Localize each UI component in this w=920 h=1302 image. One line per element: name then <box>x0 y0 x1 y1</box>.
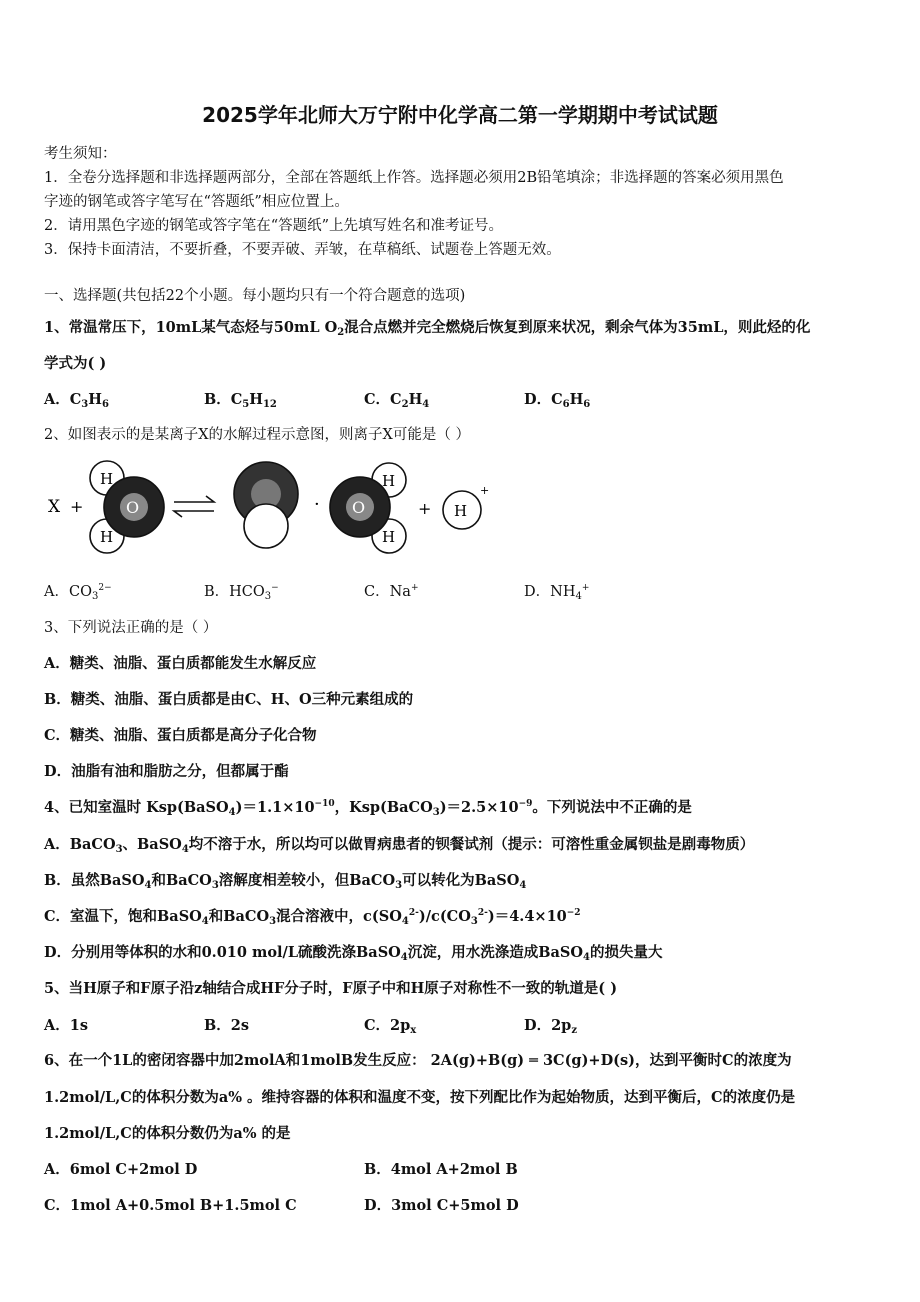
q4-c6: 4 <box>401 916 409 927</box>
q4-b4: 3 <box>211 880 219 891</box>
q1-text-a: 1、常温常压下，10mL某气态烃与50mL O <box>44 319 338 336</box>
q4-option-c[interactable] <box>44 905 880 927</box>
q4-t2: 4 <box>228 807 236 818</box>
notice-item-1b: 字迹的钢笔或答字笔写在“答题纸”相应位置上。 <box>44 194 349 210</box>
q1-option-a[interactable] <box>44 388 109 410</box>
q4-d4: 4 <box>583 952 590 963</box>
q4-c8: )/c(CO <box>418 908 471 925</box>
q1-d-3: H <box>569 391 584 408</box>
q4-c11: )＝4.4×10 <box>487 908 567 925</box>
q1-d-1: D．C <box>524 391 563 408</box>
q4-t5: ，Ksp(BaCO <box>334 799 433 816</box>
q2-d-2: 4 <box>575 591 582 602</box>
q4-c9: 3 <box>470 916 478 927</box>
q1-c-3: H <box>408 391 423 408</box>
q4-t6: 3 <box>432 807 440 818</box>
q4-c1: C．室温下，饱和BaSO <box>44 908 202 925</box>
q4-b6: 3 <box>395 880 403 891</box>
q3-option-a[interactable]: A．糖类、油脂、蛋白质都能发生水解反应 <box>44 655 317 672</box>
q4-c10: 2- <box>477 908 488 918</box>
q4-c4: 3 <box>269 916 277 927</box>
question-6-line-2: 1.2mol/L,C的体积分数为a% 。维持容器的体积和温度不变，按下列配比作为起始物质，达到平衡后，C的浓度仍是 <box>44 1089 796 1106</box>
diagram-x-label: X <box>48 497 61 517</box>
diagram-plus-2: + <box>418 499 432 518</box>
notice-item-2: 2．请用黑色字迹的钢笔或答字笔在“答题纸”上先填写姓名和准考证号。 <box>44 218 504 234</box>
q4-option-d[interactable] <box>44 941 880 963</box>
question-1-line-2: 学式为( ) <box>44 355 107 372</box>
proton-h-label: H <box>454 502 468 520</box>
hydrolysis-diagram <box>44 452 504 564</box>
q4-b1: B．虽然BaSO <box>44 872 145 889</box>
question-2-text: 2、如图表示的是某离子X的水解过程示意图，则离子X可能是（ ） <box>44 427 470 443</box>
water-o-label: O <box>126 498 140 517</box>
q2-option-b[interactable] <box>204 580 279 602</box>
q4-c7: 2- <box>408 908 419 918</box>
exam-title: 2025学年北师大万宁附中化学高二第一学期期中考试试题 <box>202 103 718 127</box>
q4-c3: 和BaCO <box>208 908 270 925</box>
q3-option-c[interactable]: C．糖类、油脂、蛋白质都是高分子化合物 <box>44 727 317 744</box>
q4-option-b[interactable] <box>44 869 880 891</box>
q1-b-2: 5 <box>242 399 250 410</box>
q1-b-4: 12 <box>262 399 277 410</box>
q5-option-c[interactable] <box>364 1014 416 1036</box>
q6-option-d[interactable]: D．3mol C+5mol D <box>364 1197 519 1214</box>
proton-charge: + <box>480 484 490 497</box>
question-3-text: 3、下列说法正确的是（ ） <box>44 620 218 636</box>
q4-b8: 4 <box>519 880 527 891</box>
q4-t3: )＝1.1×10 <box>235 799 315 816</box>
q4-option-a[interactable] <box>44 833 880 855</box>
question-6-line-3: 1.2mol/L,C的体积分数仍为a% 的是 <box>44 1125 291 1142</box>
hydroxide-h-label-top: H <box>382 472 396 490</box>
q5-d-1: D．2p <box>524 1017 572 1034</box>
q1-b-3: H <box>249 391 263 408</box>
q2-d-3: + <box>581 583 590 593</box>
q1-c-4: 4 <box>422 399 430 410</box>
q2-c-2: + <box>410 583 419 593</box>
q2-d-1: D．NH <box>524 584 576 600</box>
q1-option-d[interactable] <box>524 388 590 410</box>
q5-c-2: x <box>410 1025 417 1036</box>
q4-b5: 溶解度相差较小，但BaCO <box>218 872 396 889</box>
water-h-label-bottom: H <box>100 528 114 546</box>
q1-option-c[interactable] <box>364 388 429 410</box>
notice-item-3: 3．保持卡面清洁，不要折叠，不要弄破、弄皱，在草稿纸、试题卷上答题无效。 <box>44 242 561 258</box>
q4-d5: 的损失量大 <box>590 944 663 961</box>
hydroxide-h-label-bottom: H <box>382 528 396 546</box>
q4-a1: A．BaCO <box>44 836 116 853</box>
q1-option-b[interactable] <box>204 388 277 410</box>
question-6-line-1: 6、在一个1L的密闭容器中加2molA和1molB发生反应： 2A(g)+B(g) ═ 3C(g)+D(s)，达到平衡时C的浓度为 <box>44 1052 792 1069</box>
q1-c-2: 2 <box>401 399 409 410</box>
q1-a-2: 3 <box>81 399 89 410</box>
q4-t4: −10 <box>314 799 335 809</box>
q1-b-1: B．C <box>204 391 243 408</box>
q4-b3: 和BaCO <box>151 872 212 889</box>
question-1-line-1 <box>44 316 880 338</box>
water-h-label-top: H <box>100 470 114 488</box>
q2-b-1: B．HCO <box>204 584 265 600</box>
q4-d2: 4 <box>400 952 408 963</box>
q3-option-b[interactable]: B．糖类、油脂、蛋白质都是由C、H、O三种元素组成的 <box>44 691 414 708</box>
q4-c12: −2 <box>566 908 581 918</box>
q4-c5: 混合溶液中，c(SO <box>276 908 402 925</box>
q5-d-2: z <box>571 1025 577 1036</box>
q5-c-1: C．2p <box>364 1017 411 1034</box>
q4-t7: )＝2.5×10 <box>439 799 519 816</box>
q6-option-b[interactable]: B．4mol A+2mol B <box>364 1161 518 1178</box>
hydroxide-o-label: O <box>352 498 366 517</box>
q4-d3: 沉淀，用水洗涤造成BaSO <box>407 944 584 961</box>
q4-t8: −9 <box>518 799 533 809</box>
diagram-dot: · <box>314 494 320 515</box>
q4-a4: 4 <box>181 844 189 855</box>
q1-text-b: 混合点燃并完全燃烧后恢复到原来状况，剩余气体为35mL，则此烃的化 <box>344 319 811 336</box>
q2-b-2: 3 <box>264 591 272 602</box>
q4-t1: 4、已知室温时 Ksp(BaSO <box>44 799 229 816</box>
q5-option-a[interactable]: A．1s <box>44 1017 89 1034</box>
q2-option-a[interactable] <box>44 580 112 602</box>
q6-option-c[interactable]: C．1mol A+0.5mol B+1.5mol C <box>44 1197 297 1214</box>
q2-a-2: 3 <box>91 591 99 602</box>
q4-b2: 4 <box>144 880 152 891</box>
q4-a2: 3 <box>115 844 123 855</box>
q3-option-d[interactable]: D．油脂有油和脂肪之分，但都属于酯 <box>44 763 289 780</box>
q5-option-b[interactable]: B．2s <box>204 1017 250 1034</box>
q5-option-d[interactable] <box>524 1014 577 1036</box>
q2-option-d[interactable] <box>524 580 589 602</box>
q1-a-4: 6 <box>101 399 109 410</box>
q2-b-3: − <box>271 583 279 593</box>
q6-option-a[interactable]: A．6mol C+2mol D <box>44 1161 198 1178</box>
q4-d1: D．分别用等体积的水和0.010 mol/L硫酸洗涤BaSO <box>44 944 401 961</box>
equilibrium-arrow-icon <box>174 496 214 517</box>
diagram-plus-1: + <box>70 497 84 516</box>
q4-a3: 、BaSO <box>122 836 182 853</box>
question-4-text <box>44 796 880 818</box>
q4-a5: 均不溶于水，所以均可以做胃病患者的钡餐试剂（提示：可溶性重金属钡盐是剧毒物质） <box>188 836 755 853</box>
q2-a-3: 2− <box>98 583 112 593</box>
q4-b7: 可以转化为BaSO <box>402 872 520 889</box>
notice-heading: 考生须知： <box>44 146 117 162</box>
ion-light-lobe <box>244 504 288 548</box>
section-heading: 一、选择题(共包括22个小题。每小题均只有一个符合题意的选项) <box>44 288 466 304</box>
q1-a-1: A．C <box>44 391 82 408</box>
q1-d-4: 6 <box>583 399 591 410</box>
q1-a-3: H <box>88 391 102 408</box>
notice-item-1a: 1．全卷分选择题和非选择题两部分，全部在答题纸上作答。选择题必须用2B铅笔填涂；非选择题的答案必须用黑色 <box>44 170 784 186</box>
q2-a-1: A．CO <box>44 584 92 600</box>
q1-sub: 2 <box>337 327 345 338</box>
q2-c-1: C．Na <box>364 584 411 600</box>
q4-c2: 4 <box>201 916 209 927</box>
q2-option-c[interactable] <box>364 580 418 601</box>
q4-t9: 。下列说法中不正确的是 <box>532 799 692 816</box>
q1-c-1: C．C <box>364 391 402 408</box>
q1-d-2: 6 <box>562 399 570 410</box>
question-5-text: 5、当H原子和F原子沿z轴结合成HF分子时，F原子中和H原子对称性不一致的轨道是( ) <box>44 980 618 997</box>
